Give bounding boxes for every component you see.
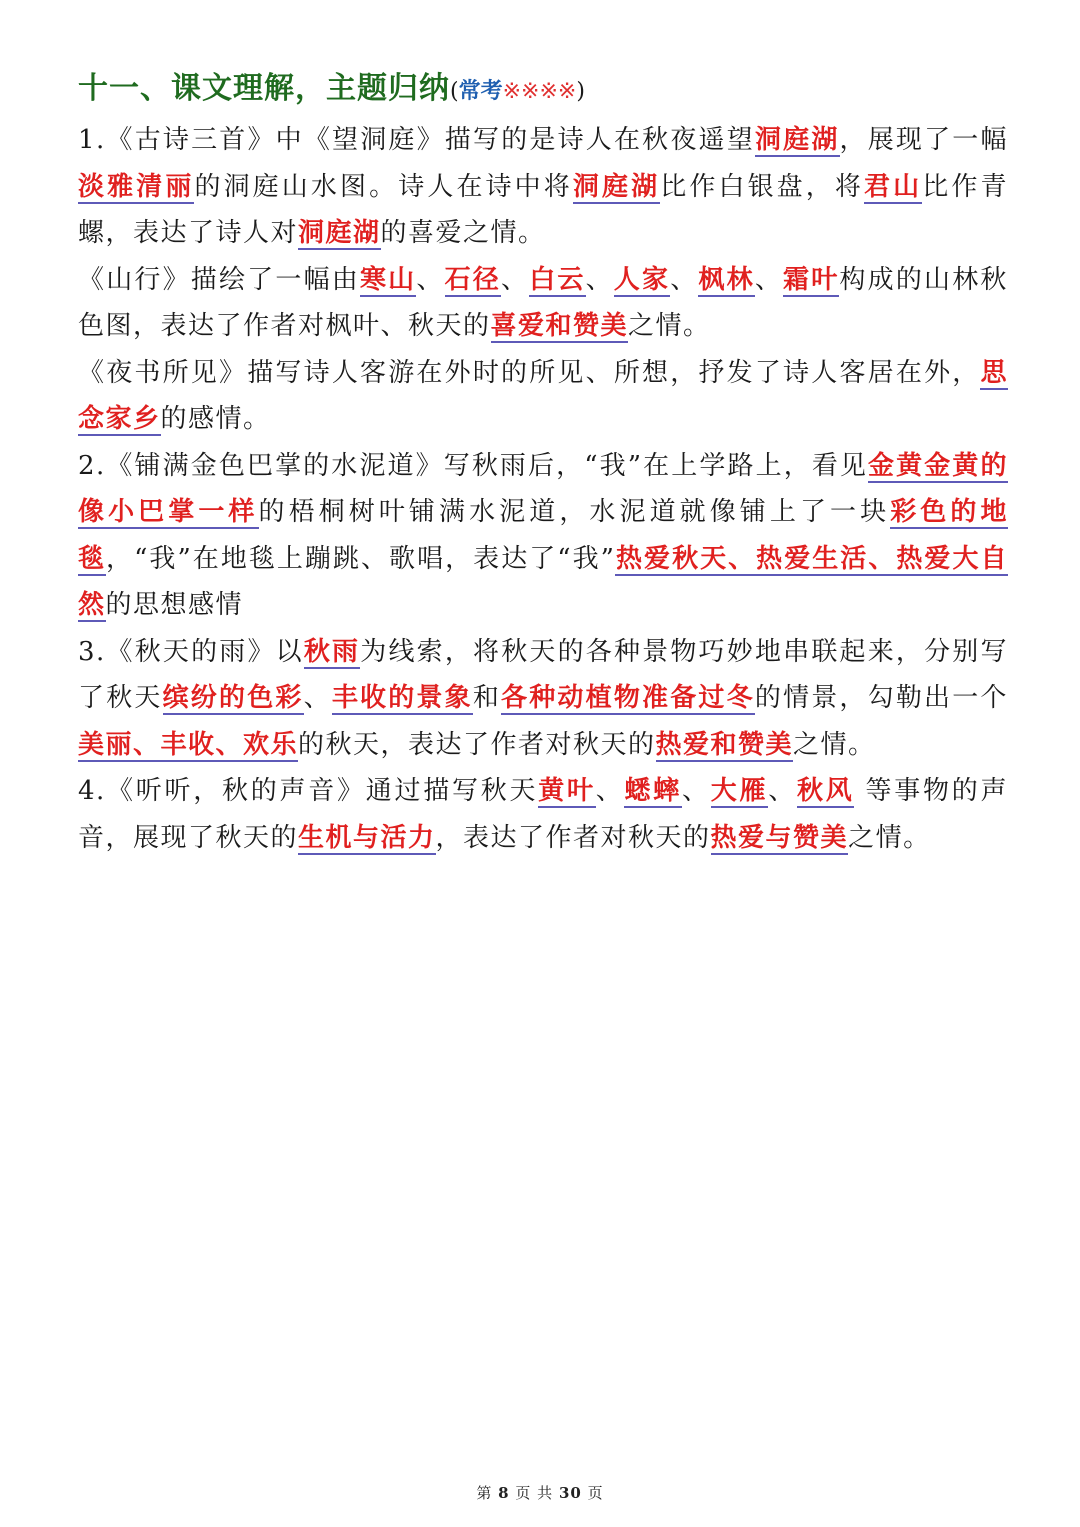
paragraph-text: 之情。	[848, 822, 931, 853]
highlighted-keyword: 热爱和赞美	[655, 729, 794, 760]
paragraph-text: 的思想感情	[105, 590, 244, 620]
highlighted-keyword: 缤纷的色彩	[162, 683, 304, 713]
highlighted-keyword: 石径	[444, 264, 501, 295]
page-footer	[0, 1482, 1080, 1503]
paragraph-text: ，表达了作者对秋天的	[435, 822, 711, 853]
paragraph	[78, 257, 1008, 350]
highlighted-keyword: 热爱秋天、热爱生活、热爱大自然	[78, 543, 1008, 620]
highlighted-keyword: 洞庭湖	[298, 218, 381, 248]
highlighted-keyword: 大雁	[710, 776, 769, 806]
paragraph-text: 构成的山林秋色图，表达了作者对枫叶、秋天的	[78, 264, 1008, 341]
section-title	[78, 66, 1008, 115]
paragraph-text: 和	[472, 683, 502, 713]
highlighted-keyword: 秋雨	[303, 636, 361, 667]
highlighted-keyword: 黄叶	[538, 776, 596, 806]
title-close-paren: )	[576, 79, 585, 104]
paragraph	[78, 443, 1008, 629]
highlighted-keyword: 喜爱和赞美	[490, 311, 629, 341]
paragraph-text: 的感情。	[160, 404, 271, 434]
paragraph-text: 的洞庭山水图。诗人在诗中将	[194, 171, 573, 202]
paragraph-text: 、	[416, 264, 445, 295]
paragraph-text: 比作青螺，表达了诗人对	[78, 171, 1008, 248]
highlighted-keyword: 人家	[613, 264, 671, 295]
paragraph-text: 的情景，勾勒出一个	[754, 683, 1008, 713]
highlighted-keyword: 金黄金黄的像小巴掌一样	[78, 450, 1008, 527]
paragraph-text: 、	[670, 264, 699, 295]
paragraph-text: 、	[754, 264, 784, 295]
paragraph-list	[78, 117, 1008, 861]
highlighted-keyword: 彩色的地毯	[78, 497, 1008, 574]
title-open-paren: (	[450, 79, 459, 104]
paragraph	[78, 117, 1008, 257]
paragraph-text: 之情。	[628, 311, 711, 341]
importance-stars: ※※※※	[502, 79, 577, 104]
paragraph-text: 、	[681, 776, 711, 806]
paragraph-text: 的梧桐树叶铺满水泥道，水泥道就像铺上了一块	[258, 497, 891, 527]
footer-mid: 页 共	[515, 1484, 554, 1502]
section-title-text: 十一、课文理解，主题归纳	[78, 71, 450, 106]
highlighted-keyword: 生机与活力	[298, 822, 436, 853]
paragraph-text: 、	[303, 683, 332, 713]
highlighted-keyword: 洞庭湖	[754, 125, 840, 155]
highlighted-keyword: 白云	[529, 264, 586, 295]
highlighted-keyword: 淡雅清丽	[78, 171, 195, 202]
paragraph-text: 的秋天，表达了作者对秋天的	[298, 729, 656, 760]
paragraph-text: 2.《铺满金色巴掌的水泥道》写秋雨后，“我”在上学路上，看见	[78, 450, 869, 481]
footer-prefix: 第	[476, 1484, 493, 1502]
paragraph-text: ，“我”在地毯上蹦跳、歌唱，表达了“我”	[106, 543, 616, 574]
paragraph-text: 《夜书所见》描写诗人客游在外时的所见、所想，抒发了诗人客居在外，	[78, 357, 981, 388]
paragraph-text: 比作白银盘，将	[660, 171, 865, 202]
highlighted-keyword: 洞庭湖	[572, 171, 661, 202]
paragraph-text: 的喜爱之情。	[380, 218, 546, 248]
paragraph-text: 1.《古诗三首》中《望洞庭》描写的是诗人在秋夜遥望	[78, 125, 755, 155]
highlighted-keyword: 思念家乡	[78, 357, 1008, 434]
paragraph-text: 《山行》描绘了一幅由	[78, 264, 360, 295]
highlighted-keyword: 君山	[864, 171, 923, 202]
paragraph-text: 4.《听听，秋的声音》通过描写秋天	[78, 776, 539, 806]
paragraph-text: ，展现了一幅	[839, 125, 1008, 155]
footer-total-pages: 30	[558, 1484, 582, 1502]
paragraph	[78, 629, 1008, 769]
paragraph-text: 、	[768, 776, 797, 806]
paragraph-text: 、	[585, 264, 614, 295]
highlighted-keyword: 热爱与赞美	[710, 822, 849, 853]
paragraph-text: 等事物的声音，展现了秋天的	[78, 776, 1008, 853]
paragraph	[78, 768, 1008, 861]
highlighted-keyword: 秋风	[796, 776, 855, 806]
highlighted-keyword: 丰收的景象	[331, 683, 473, 713]
highlighted-keyword: 霜叶	[783, 264, 840, 295]
highlighted-keyword: 寒山	[359, 264, 417, 295]
paragraph-text: 3.《秋天的雨》以	[78, 636, 304, 667]
paragraph-text: 、	[595, 776, 625, 806]
paragraph-text: 之情。	[793, 729, 876, 760]
footer-page-number: 8	[498, 1484, 510, 1502]
highlighted-keyword: 蟋蟀	[624, 776, 682, 806]
highlighted-keyword: 枫林	[698, 264, 755, 295]
highlighted-keyword: 各种动植物准备过冬	[501, 683, 755, 713]
frequency-tag: 常考	[458, 78, 503, 104]
document-body	[78, 66, 1008, 861]
paragraph-text: 为线索，将秋天的各种景物巧妙地串联起来，分别写了秋天	[78, 636, 1008, 713]
footer-suffix: 页	[587, 1484, 604, 1502]
highlighted-keyword: 美丽、丰收、欢乐	[78, 729, 299, 760]
paragraph-text: 、	[500, 264, 530, 295]
paragraph	[78, 350, 1008, 443]
